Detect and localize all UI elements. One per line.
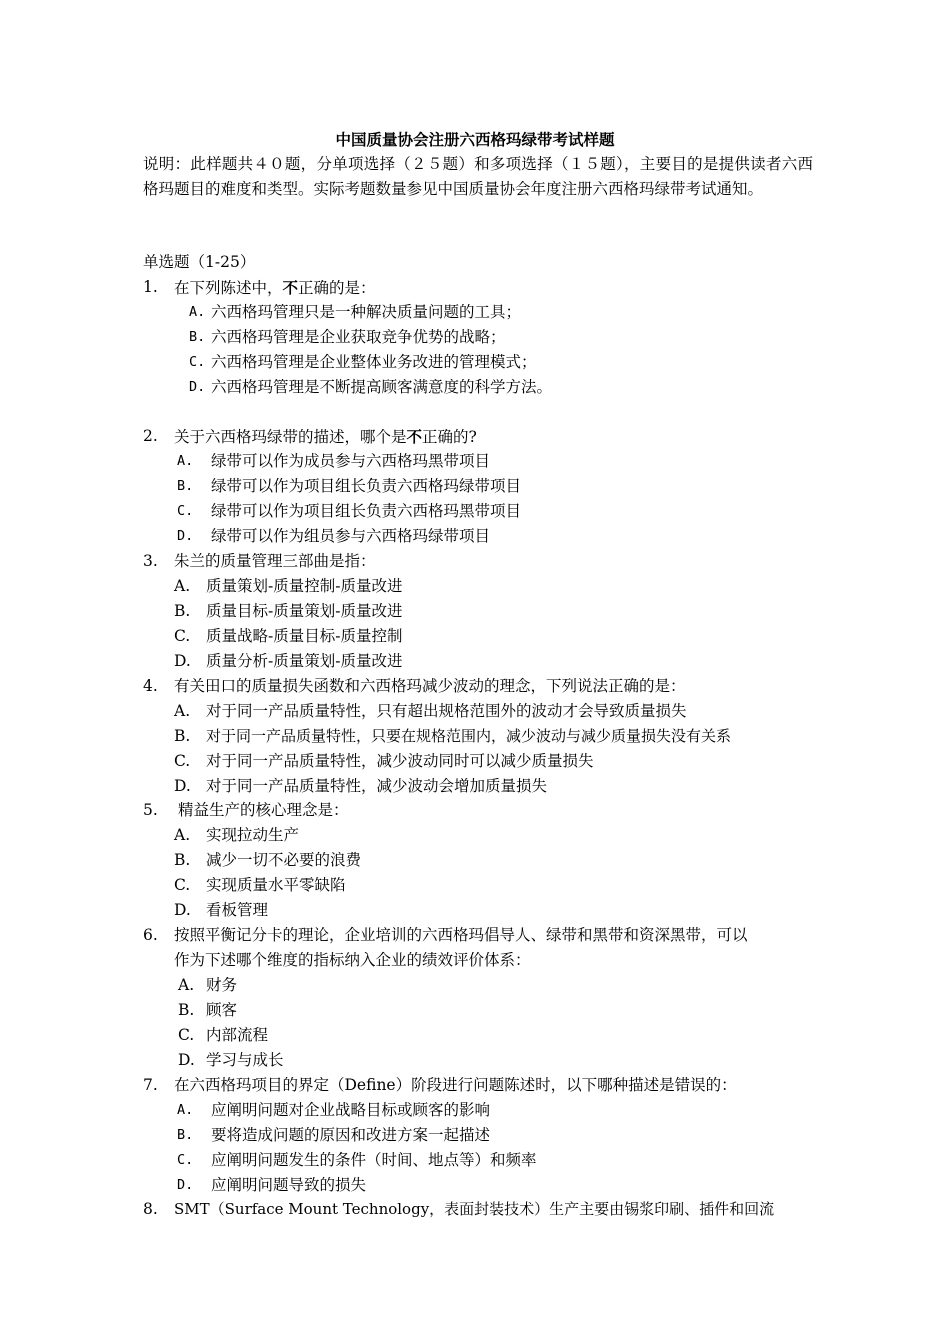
- question-text-emphasis: 不: [282, 278, 299, 297]
- option-letter: D.: [189, 379, 206, 395]
- question-text: 在六西格玛项目的界定（Define）阶段进行问题陈述时，以下哪种描述是错误的：: [174, 1076, 737, 1094]
- option-text: 应阐明问题发生的条件（时间、地点等）和频率: [211, 1151, 537, 1169]
- option-text: 实现质量水平零缺陷: [206, 876, 346, 894]
- question-text-post: 正确的是：: [298, 279, 376, 297]
- option-letter: D.: [174, 901, 191, 919]
- option-text: 应阐明问题导致的损失: [211, 1176, 367, 1194]
- question-text-line-2: 作为下述哪个维度的指标纳入企业的绩效评价体系：: [174, 951, 531, 969]
- option-text: 应阐明问题对企业战略目标或顾客的影响: [211, 1101, 491, 1119]
- option-letter: C.: [174, 876, 191, 894]
- option-letter: D.: [178, 1051, 195, 1069]
- question-text: [174, 424, 477, 449]
- option-letter: A.: [177, 453, 194, 469]
- question-text: 有关田口的质量损失函数和六西格玛减少波动的理念，下列说法正确的是：: [174, 677, 686, 695]
- option-letter: D.: [174, 652, 191, 670]
- option-letter: C.: [189, 354, 206, 370]
- question-number: 5.: [143, 801, 158, 819]
- question-number: 2.: [143, 427, 158, 445]
- option-text: 对于同一产品质量特性，减少波动会增加质量损失: [206, 777, 548, 795]
- option-letter: C.: [178, 1026, 195, 1044]
- question-number: 1.: [143, 278, 158, 296]
- option-text: 绿带可以作为项目组长负责六西格玛绿带项目: [211, 477, 522, 495]
- option-letter: B.: [189, 329, 206, 345]
- option-letter: A.: [178, 976, 195, 994]
- option-text: 财务: [206, 976, 238, 994]
- option-letter: D.: [174, 777, 191, 795]
- question-number: 7.: [143, 1076, 158, 1094]
- question-text: [174, 275, 376, 300]
- document-title: 中国质量协会注册六西格玛绿带考试样题: [335, 130, 615, 149]
- option-text: 质量目标-质量策划-质量改进: [206, 602, 403, 620]
- option-letter: A.: [189, 304, 206, 320]
- option-letter: A.: [174, 702, 191, 720]
- option-text: 顾客: [206, 1001, 238, 1019]
- option-letter: C.: [174, 752, 191, 770]
- option-text: 六西格玛管理是不断提高顾客满意度的科学方法。: [211, 378, 553, 396]
- option-letter: C.: [177, 1152, 194, 1168]
- question-text-emphasis: 不: [406, 427, 423, 446]
- option-letter: B.: [178, 1001, 195, 1019]
- question-text: 朱兰的质量管理三部曲是指：: [174, 552, 376, 570]
- option-text: 学习与成长: [206, 1051, 284, 1069]
- option-text: 绿带可以作为成员参与六西格玛黑带项目: [211, 452, 491, 470]
- option-letter: D.: [177, 528, 194, 544]
- section-label-single-choice: 单选题（1-25）: [143, 253, 256, 271]
- question-text-line-1: 按照平衡记分卡的理论，企业培训的六西格玛倡导人、绿带和黑带和资深黑带，可以: [174, 926, 748, 944]
- option-text: 六西格玛管理是企业获取竞争优势的战略；: [211, 328, 506, 346]
- option-letter: A.: [174, 826, 191, 844]
- option-text: 对于同一产品质量特性，只有超出规格范围外的波动才会导致质量损失: [206, 702, 687, 720]
- question-text-pre: 关于六西格玛绿带的描述，哪个是: [174, 428, 407, 446]
- option-text: 要将造成问题的原因和改进方案一起描述: [211, 1126, 491, 1144]
- option-letter: B.: [174, 602, 191, 620]
- option-text: 对于同一产品质量特性，只要在规格范围内，减少波动与减少质量损失没有关系: [206, 727, 732, 745]
- option-letter: C.: [177, 503, 194, 519]
- question-text: 精益生产的核心理念是：: [178, 801, 349, 819]
- option-letter: C.: [174, 627, 191, 645]
- question-number: 6.: [143, 926, 158, 944]
- option-text: 质量战略-质量目标-质量控制: [206, 627, 403, 645]
- option-text: 绿带可以作为项目组长负责六西格玛黑带项目: [211, 502, 522, 520]
- option-letter: D.: [177, 1177, 194, 1193]
- option-letter: B.: [177, 478, 194, 494]
- option-text: 实现拉动生产: [206, 826, 300, 844]
- option-letter: A.: [174, 577, 191, 595]
- option-text: 质量分析-质量策划-质量改进: [206, 652, 403, 670]
- question-number: 4.: [143, 677, 158, 695]
- option-text: 质量策划-质量控制-质量改进: [206, 577, 403, 595]
- intro-paragraph: 说明：此样题共４０题，分单项选择（２５题）和多项选择（１５题），主要目的是提供读者六西格玛题目的难度和类型。实际考题数量参见中国质量协会年度注册六西格玛绿带考试通知。: [143, 155, 813, 198]
- question-number: 8.: [143, 1200, 158, 1218]
- option-text: 六西格玛管理是企业整体业务改进的管理模式；: [211, 353, 537, 371]
- option-letter: B.: [177, 1127, 194, 1143]
- option-text: 六西格玛管理只是一种解决质量问题的工具；: [211, 303, 522, 321]
- option-text: 内部流程: [206, 1026, 269, 1044]
- option-text: 看板管理: [206, 901, 269, 919]
- option-text: 对于同一产品质量特性，减少波动同时可以减少质量损失: [206, 752, 594, 770]
- option-text: 减少一切不必要的浪费: [206, 851, 362, 869]
- question-text-post: 正确的?: [422, 428, 477, 446]
- option-letter: A.: [177, 1102, 194, 1118]
- question-number: 3.: [143, 552, 158, 570]
- question-text-pre: 在下列陈述中，: [174, 279, 283, 297]
- question-text: SMT（Surface Mount Technology，表面封装技术）生产主要由锡浆印刷、插件和回流: [174, 1200, 775, 1218]
- option-text: 绿带可以作为组员参与六西格玛绿带项目: [211, 527, 491, 545]
- option-letter: B.: [174, 851, 191, 869]
- option-letter: B.: [174, 727, 191, 745]
